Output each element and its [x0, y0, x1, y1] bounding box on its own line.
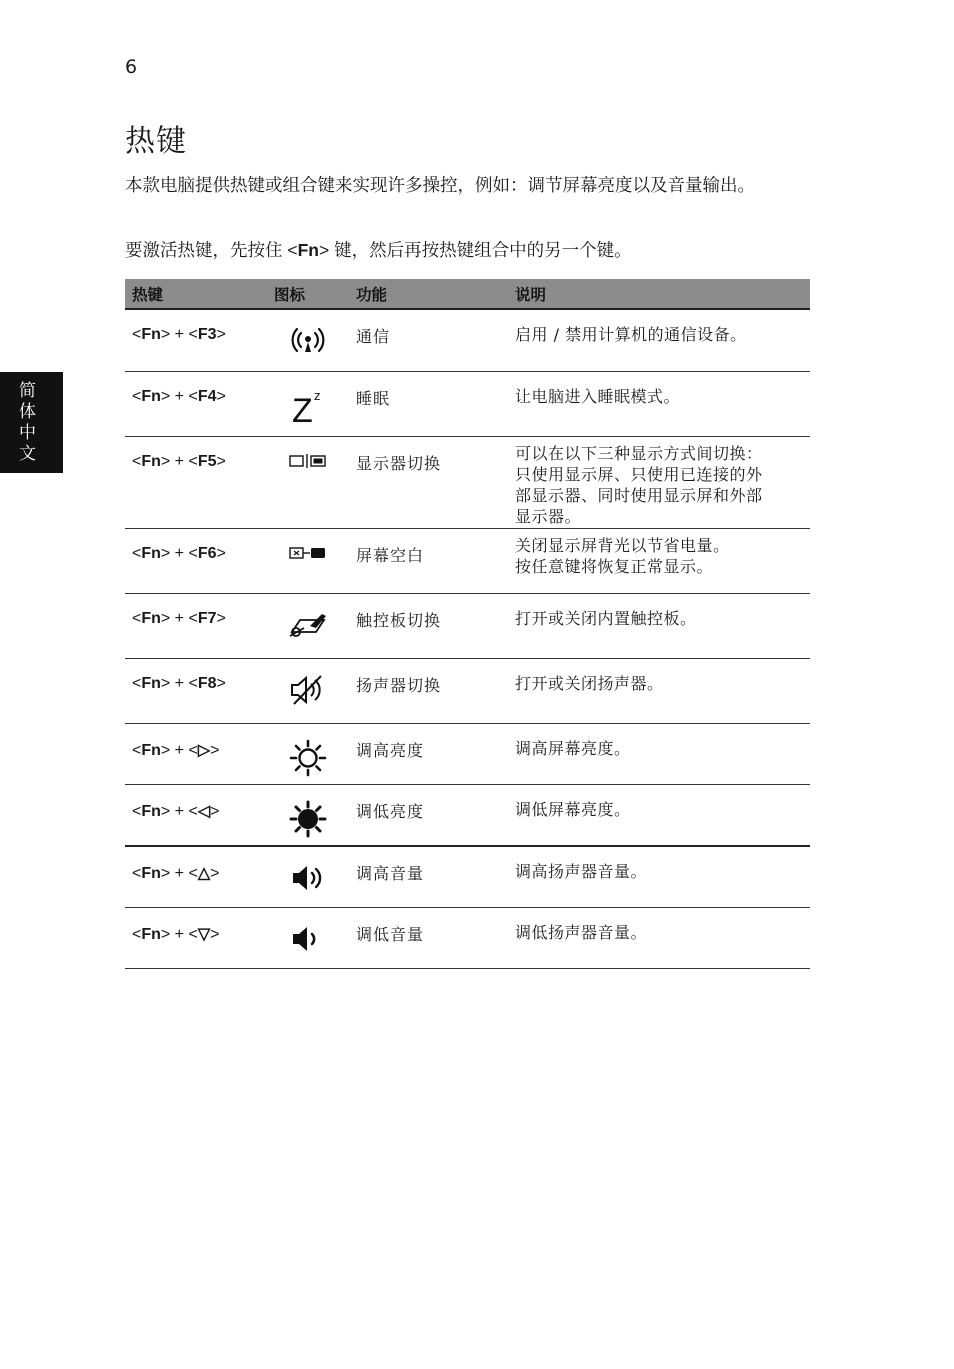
key-separator: > + < — [160, 326, 198, 343]
function-key: ◁ — [197, 802, 211, 820]
key-prefix: < — [132, 609, 142, 627]
table-row — [125, 846, 810, 907]
description-line: 调低扬声器音量。 — [515, 922, 648, 942]
key-suffix: > — [216, 544, 226, 562]
speaker-toggle-icon — [267, 658, 349, 723]
key-prefix: < — [132, 387, 142, 405]
side-tab-char: 体 — [19, 401, 36, 422]
table-row — [125, 658, 810, 723]
description-line: 让电脑进入睡眠模式。 — [515, 386, 681, 406]
side-tab-char: 简 — [19, 380, 36, 401]
description-line: 只使用显示屏、只使用已连接的外 — [515, 464, 763, 484]
function-description — [508, 371, 810, 436]
function-name: 屏幕空白 — [349, 528, 508, 593]
function-key: F5 — [197, 452, 217, 470]
fn-key: Fn — [141, 865, 161, 882]
function-key: △ — [197, 865, 211, 882]
fn-key: Fn — [141, 802, 161, 820]
key-separator: > + < — [160, 609, 198, 627]
instruction-before: 要激活热键，先按住 < — [125, 240, 298, 260]
fn-key: Fn — [141, 925, 161, 943]
function-description — [508, 658, 810, 723]
description-line: 部显示器、同时使用显示屏和外部 — [515, 485, 763, 505]
hotkey-combo — [125, 309, 267, 371]
description-line: 调低屏幕亮度。 — [515, 799, 631, 819]
sleep-icon — [267, 371, 349, 436]
function-description — [508, 784, 810, 846]
page-title: 热键 — [125, 124, 187, 159]
key-separator: > + < — [160, 387, 198, 405]
function-name: 通信 — [349, 309, 508, 371]
header-hotkey: 热键 — [125, 279, 267, 309]
fn-key: Fn — [141, 387, 161, 405]
function-name: 睡眠 — [349, 371, 508, 436]
side-tab-char: 文 — [19, 443, 36, 464]
key-prefix: < — [132, 452, 142, 470]
hotkey-combo — [125, 846, 267, 907]
side-tab-char: 中 — [19, 422, 36, 443]
instruction-paragraph — [125, 237, 815, 264]
fn-key: Fn — [141, 609, 161, 627]
key-prefix: < — [132, 326, 142, 343]
volume-up-icon — [267, 846, 349, 907]
brightness-down-icon — [267, 784, 349, 846]
key-suffix: > — [216, 609, 226, 627]
fn-key: Fn — [141, 674, 161, 692]
intro-paragraph: 本款电脑提供热键或组合键来实现许多操控，例如：调节屏幕亮度以及音量输出。 — [125, 176, 755, 196]
key-suffix: > — [216, 326, 226, 343]
function-key: F4 — [197, 387, 217, 405]
description-line: 打开或关闭内置触控板。 — [515, 608, 697, 628]
hotkey-combo — [125, 436, 267, 528]
function-description — [508, 309, 810, 371]
table-row — [125, 593, 810, 658]
language-side-tab — [0, 372, 63, 473]
function-name: 调高音量 — [349, 846, 508, 907]
hotkey-combo — [125, 907, 267, 968]
table-row — [125, 309, 810, 371]
key-suffix: > — [210, 802, 220, 820]
description-line: 启用 / 禁用计算机的通信设备。 — [515, 325, 747, 344]
key-suffix: > — [216, 452, 226, 470]
description-line: 显示器。 — [515, 506, 582, 526]
description-line: 按任意键将恢复正常显示。 — [515, 556, 714, 576]
description-line: 调高屏幕亮度。 — [515, 738, 631, 758]
key-separator: > + < — [160, 865, 198, 882]
function-name: 扬声器切换 — [349, 658, 508, 723]
function-description — [508, 436, 810, 528]
key-prefix: < — [132, 925, 142, 943]
function-description — [508, 528, 810, 593]
volume-down-icon — [267, 907, 349, 968]
hotkey-combo — [125, 593, 267, 658]
key-separator: > + < — [160, 452, 198, 470]
hotkey-combo — [125, 723, 267, 784]
key-separator: > + < — [160, 741, 198, 759]
svg-text:z: z — [314, 387, 321, 403]
hotkey-combo — [125, 528, 267, 593]
page-number: 6 — [125, 56, 138, 78]
svg-text:Z: Z — [292, 391, 313, 426]
key-suffix: > — [210, 925, 220, 943]
fn-key: Fn — [141, 326, 161, 343]
fn-key: Fn — [141, 741, 161, 759]
description-line: 打开或关闭扬声器。 — [515, 673, 664, 693]
key-separator: > + < — [160, 925, 198, 943]
description-line: 可以在以下三种显示方式间切换： — [515, 443, 763, 463]
key-prefix: < — [132, 741, 142, 759]
function-description — [508, 723, 810, 784]
instruction-fn-key: Fn — [297, 240, 319, 260]
key-separator: > + < — [160, 544, 198, 562]
function-description — [508, 593, 810, 658]
key-suffix: > — [210, 741, 220, 759]
description-line: 关闭显示屏背光以节省电量。 — [515, 535, 730, 555]
hotkey-table — [125, 279, 810, 969]
function-key: F6 — [197, 544, 217, 562]
key-suffix: > — [216, 387, 226, 405]
key-prefix: < — [132, 544, 142, 562]
table-row — [125, 436, 810, 528]
header-icon: 图标 — [267, 279, 349, 309]
function-description — [508, 846, 810, 907]
brightness-up-icon — [267, 723, 349, 784]
hotkey-combo — [125, 371, 267, 436]
hotkey-combo — [125, 784, 267, 846]
table-row — [125, 784, 810, 846]
function-description — [508, 907, 810, 968]
description-line: 调高扬声器音量。 — [515, 862, 648, 881]
function-key: F8 — [197, 674, 217, 692]
function-key: ▷ — [197, 741, 211, 759]
table-row — [125, 723, 810, 784]
key-separator: > + < — [160, 802, 198, 820]
wireless-icon — [267, 309, 349, 371]
header-description: 说明 — [508, 279, 810, 309]
key-suffix: > — [210, 865, 220, 882]
function-name: 触控板切换 — [349, 593, 508, 658]
fn-key: Fn — [141, 452, 161, 470]
screen-blank-icon — [267, 528, 349, 593]
table-row — [125, 371, 810, 436]
header-function: 功能 — [349, 279, 508, 309]
display-toggle-icon — [267, 436, 349, 528]
function-name: 调低亮度 — [349, 784, 508, 846]
table-row — [125, 528, 810, 593]
function-name: 调高亮度 — [349, 723, 508, 784]
key-prefix: < — [132, 674, 142, 692]
function-key: F3 — [197, 326, 217, 343]
key-prefix: < — [132, 802, 142, 820]
key-suffix: > — [216, 674, 226, 692]
fn-key: Fn — [141, 544, 161, 562]
key-prefix: < — [132, 865, 142, 882]
hotkey-combo — [125, 658, 267, 723]
function-key: F7 — [197, 609, 217, 627]
table-header-row — [125, 279, 810, 309]
instruction-after: > 键，然后再按热键组合中的另一个键。 — [318, 240, 632, 260]
function-name: 调低音量 — [349, 907, 508, 968]
key-separator: > + < — [160, 674, 198, 692]
touchpad-toggle-icon — [267, 593, 349, 658]
function-key: ▽ — [197, 925, 211, 943]
table-row — [125, 907, 810, 968]
function-name: 显示器切换 — [349, 436, 508, 528]
